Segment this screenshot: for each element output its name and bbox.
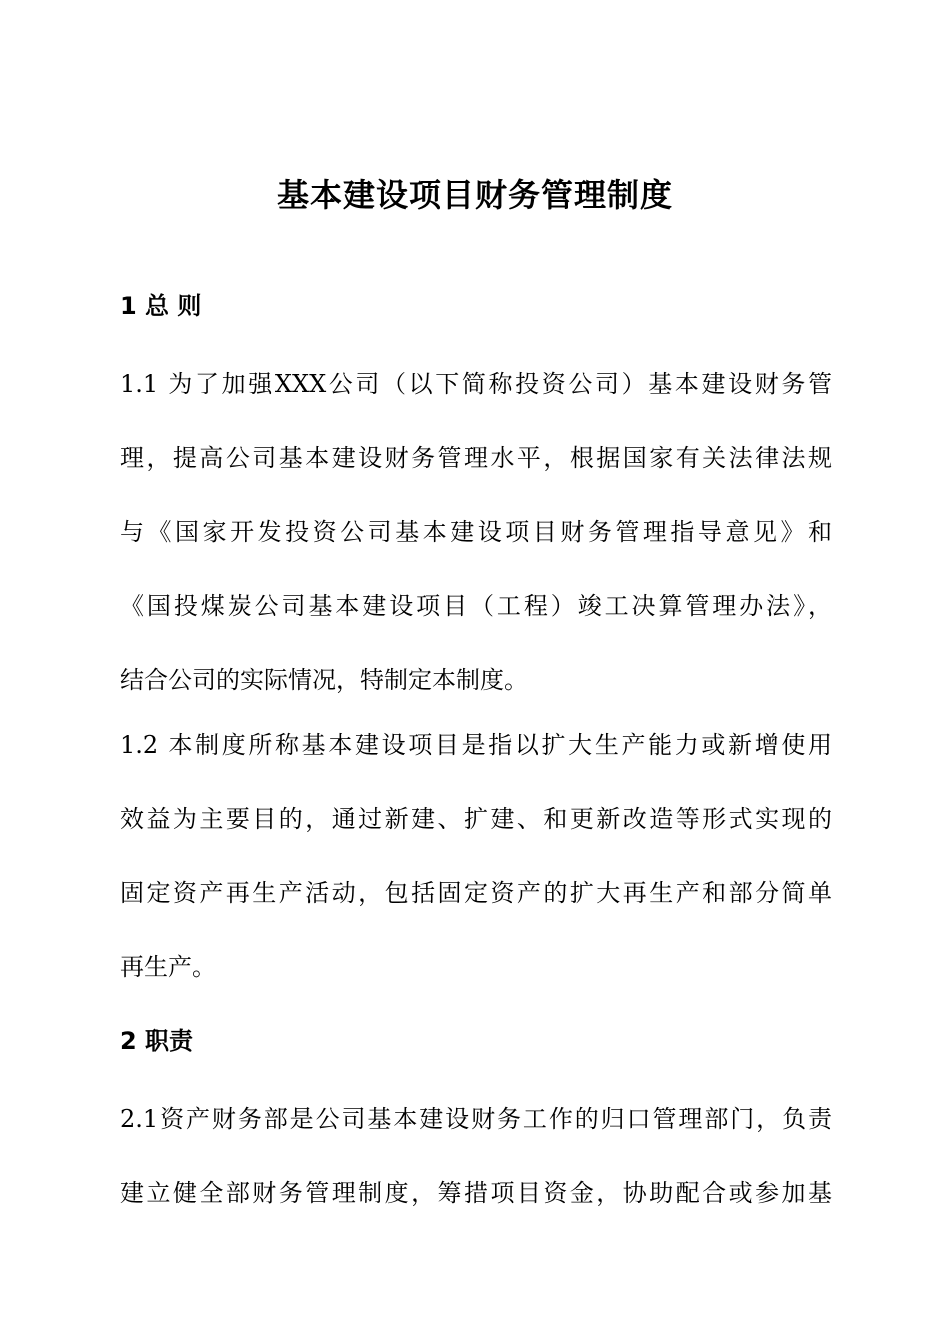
- paragraph-line: 建立健全部财务管理制度，筹措项目资金，协助配合或参加基: [120, 1179, 832, 1207]
- paragraph-line: 2.1资产财务部是公司基本建设财务工作的归口管理部门，负责: [120, 1105, 832, 1133]
- paragraph-line: 效益为主要目的，通过新建、扩建、和更新改造等形式实现的: [120, 805, 832, 833]
- paragraph-line: 固定资产再生产活动，包括固定资产的扩大再生产和部分简单: [120, 879, 832, 907]
- paragraph-line: 与《国家开发投资公司基本建设项目财务管理指导意见》和: [120, 518, 832, 546]
- section-heading-2: 2 职责: [120, 1027, 194, 1055]
- paragraph-line: 1.2 本制度所称基本建设项目是指以扩大生产能力或新增使用: [120, 731, 832, 759]
- paragraph-line: 《国投煤炭公司基本建设项目（工程）竣工决算管理办法》，: [120, 592, 832, 620]
- paragraph-line: 1.1 为了加强XXX公司（以下简称投资公司）基本建设财务管: [120, 370, 832, 398]
- paragraph-line: 结合公司的实际情况，特制定本制度。: [120, 666, 528, 694]
- paragraph-line: 再生产。: [120, 953, 216, 981]
- section-heading-1: 1 总 则: [120, 292, 202, 320]
- document-title: 基本建设项目财务管理制度: [276, 176, 673, 214]
- paragraph-line: 理，提高公司基本建设财务管理水平，根据国家有关法律法规: [120, 444, 832, 472]
